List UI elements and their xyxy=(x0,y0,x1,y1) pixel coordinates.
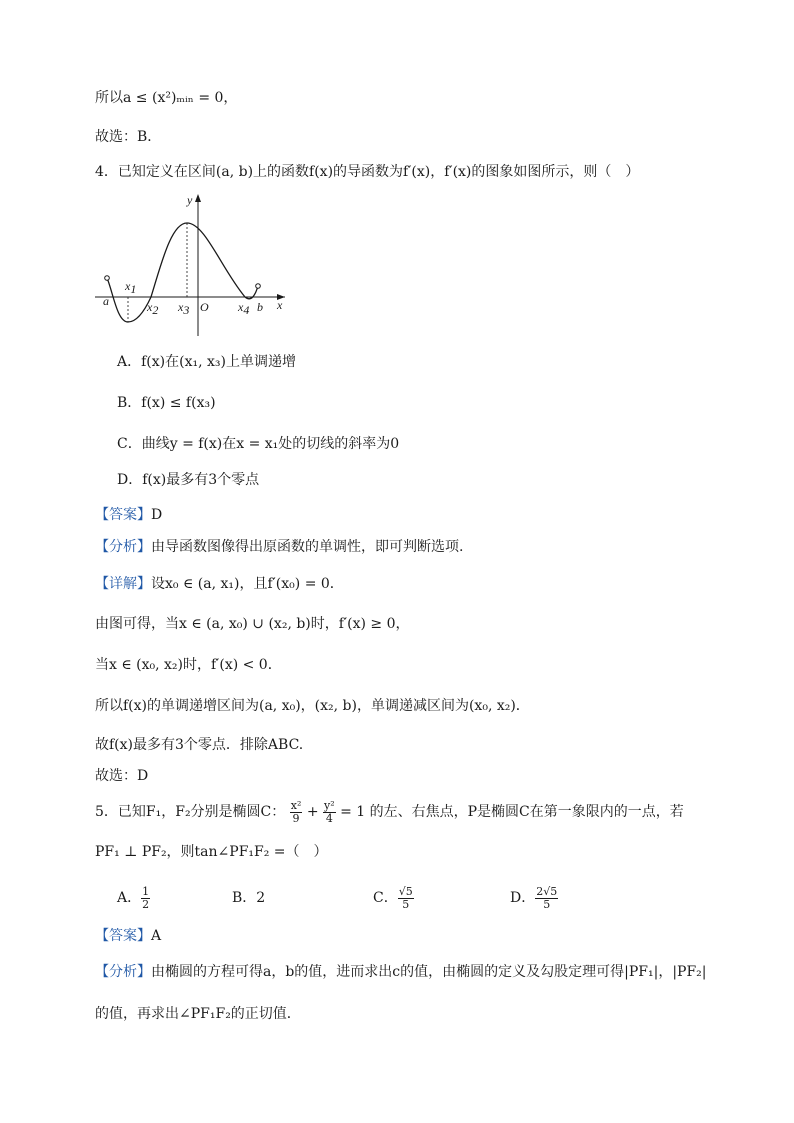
question-5-stem-cont: PF₁ ⊥ PF₂，则tan∠PF₁F₂ =（ ） xyxy=(95,844,328,860)
solution-line: 所以f(x)的单调递增区间为(a, x₀)，(x₂, b)，单调递减区间为(x₀, x₂)． xyxy=(95,698,530,714)
text-line: 所以a ≤ (x²)ₘᵢₙ = 0， xyxy=(95,90,238,106)
a-label: a xyxy=(103,294,109,308)
y-axis-label: y xyxy=(187,193,193,207)
analysis-5: 【分析】由椭圆的方程可得a，b的值，进而求出c的值，由椭圆的定义及勾股定理可得|PF₁|，|PF₂| xyxy=(95,964,707,980)
x2-label: x2 xyxy=(147,300,159,317)
analysis-4: 【分析】由导函数图像得出原函数的单调性，即可判断选项. xyxy=(95,539,464,555)
option-5a: A． $\frac{1}{2}$ xyxy=(117,884,150,911)
analysis-5-cont: 的值，再求出∠PF₁F₂的正切值． xyxy=(95,1006,301,1022)
text-line: 故选：B． xyxy=(95,129,162,145)
fraction: $\frac{\text{x²}}{9}$ xyxy=(290,798,302,825)
answer-4: 【答案】D xyxy=(95,507,163,523)
option-5b: B．2 xyxy=(232,890,266,906)
option-a: A．f(x)在(x₁, x₃)上单调递增 xyxy=(117,354,296,370)
solution-line: 故f(x)最多有3个零点．排除ABC. xyxy=(95,737,304,753)
b-label: b xyxy=(257,300,263,314)
derivative-graph xyxy=(95,190,295,340)
solution-line: 故选：D xyxy=(95,768,149,784)
question-4-stem: 4．已知定义在区间(a, b)上的函数f(x)的导函数为f′(x)，f′(x)的图象如图所示，则（ ） xyxy=(95,164,640,180)
x1-label: x1 xyxy=(125,279,137,296)
x-axis-label: x xyxy=(277,298,283,312)
detail-4: 【详解】设x₀ ∈ (a, x₁)，且f′(x₀) = 0． xyxy=(95,576,344,592)
solution-line: 由图可得，当x ∈ (a, x₀) ∪ (x₂, b)时，f′(x) ≥ 0， xyxy=(95,616,410,632)
option-d: D．f(x)最多有3个零点 xyxy=(117,472,260,488)
origin-label: O xyxy=(200,300,209,314)
question-5-stem: 5．已知F₁，F₂分别是椭圆C： $\frac{\text{x²}}{9}$ + $\frac{\text{y²}}{4}$ = 1 的左、右焦点，P是椭圆C在第一象限内的一点，若 xyxy=(95,798,684,825)
solution-line: 当x ∈ (x₀, x₂)时，f′(x) < 0． xyxy=(95,657,282,673)
fraction: $\frac{\text{y²}}{4}$ xyxy=(324,798,335,825)
option-c: C．曲线y = f(x)在x = x₁处的切线的斜率为0 xyxy=(117,436,400,452)
x3-label: x3 xyxy=(178,300,190,317)
x4-label: x4 xyxy=(238,300,250,317)
option-5c: C． $\frac{√5}{5}$ xyxy=(373,884,413,911)
option-5d: D． $\frac{2√5}{5}$ xyxy=(510,884,558,911)
option-b: B．f(x) ≤ f(x₃) xyxy=(117,395,216,411)
answer-5: 【答案】A xyxy=(95,928,162,944)
